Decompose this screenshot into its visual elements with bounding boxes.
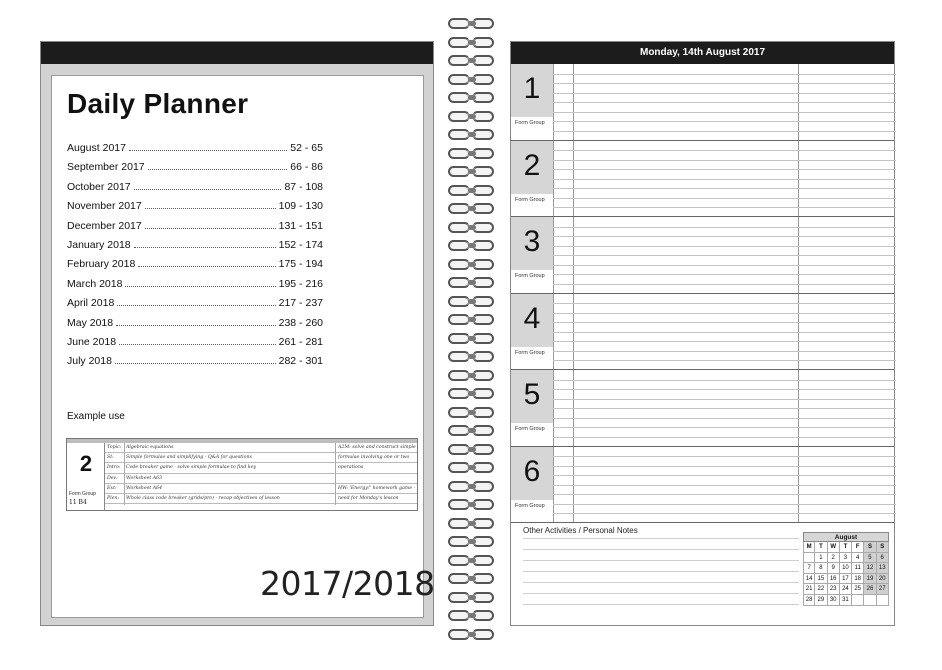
left-page-content bbox=[51, 75, 435, 618]
calendar-day: 9 bbox=[828, 563, 840, 574]
spiral-ring bbox=[446, 444, 498, 456]
period-writing-line bbox=[553, 255, 896, 256]
calendar-weekday: F bbox=[852, 542, 864, 553]
spiral-ring bbox=[446, 240, 498, 252]
planner-title: Daily Planner bbox=[67, 88, 249, 119]
toc-month: August 2017 bbox=[67, 142, 126, 154]
spiral-ring bbox=[446, 370, 498, 382]
toc-row bbox=[67, 220, 323, 239]
academic-year: 2017/2018 bbox=[260, 564, 435, 603]
period-number-box bbox=[511, 370, 553, 423]
toc-pages: 195 - 216 bbox=[278, 277, 323, 290]
toc-month: January 2018 bbox=[67, 238, 131, 251]
spiral-binding bbox=[446, 18, 498, 648]
left-header-bar bbox=[41, 42, 433, 64]
period-block bbox=[511, 217, 894, 294]
toc-pages: 109 - 130 bbox=[278, 200, 323, 213]
calendar-week-row bbox=[803, 574, 889, 585]
toc-leader-dots bbox=[129, 150, 287, 151]
calendar-day: 10 bbox=[840, 563, 852, 574]
calendar-day: 24 bbox=[840, 584, 852, 595]
calendar-day: 5 bbox=[864, 553, 876, 564]
calendar-day: 20 bbox=[877, 574, 889, 585]
period-writing-line bbox=[553, 179, 896, 180]
period-writing-line bbox=[553, 150, 896, 151]
spiral-ring bbox=[446, 259, 498, 271]
calendar-day: 27 bbox=[877, 584, 889, 595]
calendar-weekday: S bbox=[864, 542, 876, 553]
period-number: 6 bbox=[523, 454, 541, 488]
toc-pages: 282 - 301 bbox=[278, 355, 323, 368]
calendar-day: 3 bbox=[840, 553, 852, 564]
calendar-day: 12 bbox=[864, 563, 876, 574]
example-line-label: Topic: bbox=[107, 445, 122, 450]
toc-month: October 2017 bbox=[67, 180, 131, 193]
period-block bbox=[511, 64, 894, 141]
example-period-number: 2 bbox=[79, 451, 93, 476]
calendar-day: 23 bbox=[828, 584, 840, 595]
spiral-ring bbox=[446, 536, 498, 548]
period-writing-line bbox=[553, 83, 896, 84]
table-of-contents bbox=[67, 142, 323, 375]
toc-pages: 152 - 174 bbox=[278, 238, 323, 251]
toc-pages: 66 - 86 bbox=[290, 161, 323, 174]
period-writing-line bbox=[553, 380, 896, 381]
example-line-text: Worksheet A63 bbox=[126, 475, 163, 481]
example-line bbox=[105, 494, 417, 504]
example-line-side-note: A2M: solve and construct simple bbox=[338, 445, 416, 450]
period-writing-line bbox=[553, 227, 896, 228]
example-line-label: Dev: bbox=[107, 475, 118, 481]
calendar-grid bbox=[803, 542, 889, 606]
spiral-ring bbox=[446, 388, 498, 400]
calendar-day: 14 bbox=[803, 574, 815, 585]
toc-leader-dots bbox=[119, 344, 276, 345]
calendar-day bbox=[877, 595, 889, 606]
calendar-day: 2 bbox=[828, 553, 840, 564]
spiral-ring bbox=[446, 185, 498, 197]
period-writing-line bbox=[553, 399, 896, 400]
toc-row bbox=[67, 317, 323, 336]
spiral-ring bbox=[446, 610, 498, 622]
toc-row bbox=[67, 336, 323, 355]
period-writing-line bbox=[553, 456, 896, 457]
period-writing-line bbox=[553, 485, 896, 486]
calendar-month: August bbox=[803, 532, 889, 542]
example-line-label: Ext: bbox=[107, 485, 117, 491]
period-writing-line bbox=[553, 466, 896, 467]
toc-month: March 2018 bbox=[67, 277, 123, 290]
spiral-ring bbox=[446, 425, 498, 437]
example-line-text: Algebraic equations bbox=[126, 445, 174, 450]
calendar-day bbox=[852, 595, 864, 606]
period-writing-line bbox=[553, 121, 896, 122]
period-writing-line bbox=[553, 513, 896, 514]
example-lines bbox=[105, 443, 417, 504]
toc-leader-dots bbox=[134, 189, 282, 190]
example-divider bbox=[335, 443, 336, 505]
spiral-ring bbox=[446, 92, 498, 104]
period-number: 3 bbox=[523, 225, 541, 258]
mini-calendar bbox=[803, 532, 889, 606]
note-line bbox=[523, 593, 799, 594]
period-number-box bbox=[511, 64, 553, 117]
note-line bbox=[523, 538, 799, 539]
period-number-box bbox=[511, 294, 553, 347]
form-group-label: Form Group bbox=[515, 196, 545, 203]
toc-pages: 217 - 237 bbox=[278, 297, 323, 310]
calendar-day: 8 bbox=[815, 563, 827, 574]
period-number: 1 bbox=[523, 72, 541, 105]
example-line-label: Intro: bbox=[107, 465, 121, 471]
example-line bbox=[105, 463, 417, 473]
period-writing-line bbox=[553, 504, 896, 505]
example-number-column bbox=[67, 443, 105, 510]
right-page bbox=[510, 41, 895, 626]
toc-row bbox=[67, 161, 323, 180]
period-block bbox=[511, 370, 894, 447]
period-writing-line bbox=[553, 351, 896, 352]
spiral-ring bbox=[446, 296, 498, 308]
period-number: 2 bbox=[523, 148, 541, 182]
toc-row bbox=[67, 278, 323, 297]
toc-leader-dots bbox=[148, 169, 288, 170]
toc-leader-dots bbox=[116, 325, 276, 326]
note-line bbox=[523, 604, 799, 605]
calendar-day: 19 bbox=[864, 574, 876, 585]
period-writing-line bbox=[553, 303, 896, 304]
toc-row bbox=[67, 239, 323, 258]
spiral-ring bbox=[446, 518, 498, 530]
period-writing-line bbox=[553, 198, 896, 199]
toc-leader-dots bbox=[134, 247, 276, 248]
calendar-day: 7 bbox=[803, 563, 815, 574]
spiral-ring bbox=[446, 314, 498, 326]
period-writing-line bbox=[553, 313, 896, 314]
period-writing-line bbox=[553, 236, 896, 237]
spiral-ring bbox=[446, 166, 498, 178]
calendar-week-row bbox=[803, 563, 889, 574]
toc-pages: 52 - 65 bbox=[290, 142, 323, 154]
spiral-ring bbox=[446, 55, 498, 67]
example-line-text: Whole class code breaker (grids/pro) - recap objectives of lesson bbox=[126, 495, 280, 501]
calendar-week-row bbox=[803, 584, 889, 595]
spiral-ring bbox=[446, 222, 498, 234]
spiral-ring bbox=[446, 148, 498, 160]
calendar-day: 25 bbox=[852, 584, 864, 595]
period-writing-line bbox=[553, 102, 896, 103]
spiral-ring bbox=[446, 407, 498, 419]
example-divider bbox=[124, 443, 125, 505]
calendar-day: 16 bbox=[828, 574, 840, 585]
period-block bbox=[511, 141, 894, 218]
period-writing-line bbox=[553, 93, 896, 94]
spiral-ring bbox=[446, 277, 498, 289]
toc-month: June 2018 bbox=[67, 335, 117, 348]
spiral-ring bbox=[446, 462, 498, 474]
calendar-day: 1 bbox=[815, 553, 827, 564]
form-group-label: Form Group bbox=[515, 120, 545, 126]
calendar-day: 15 bbox=[815, 574, 827, 585]
calendar-weekday: T bbox=[840, 542, 852, 553]
calendar-weekday: T bbox=[815, 542, 827, 553]
calendar-day: 28 bbox=[803, 595, 815, 606]
calendar-day: 18 bbox=[852, 574, 864, 585]
calendar-day bbox=[803, 553, 815, 564]
calendar-day: 13 bbox=[877, 563, 889, 574]
toc-month: December 2017 bbox=[67, 219, 142, 232]
toc-month: April 2018 bbox=[67, 297, 115, 310]
toc-leader-dots bbox=[145, 228, 276, 229]
spiral-ring bbox=[446, 573, 498, 585]
spiral-ring bbox=[446, 629, 498, 641]
calendar-day: 17 bbox=[840, 574, 852, 585]
toc-row bbox=[67, 297, 323, 316]
toc-month: July 2018 bbox=[67, 355, 112, 368]
example-line bbox=[105, 474, 417, 484]
period-writing-line bbox=[553, 360, 896, 361]
toc-pages: 131 - 151 bbox=[278, 219, 323, 232]
example-form-group-label: Form Group bbox=[69, 491, 96, 497]
toc-leader-dots bbox=[117, 305, 275, 306]
note-line bbox=[523, 571, 799, 572]
notes-title: Other Activities / Personal Notes bbox=[523, 526, 638, 535]
toc-leader-dots bbox=[138, 266, 275, 267]
note-line bbox=[523, 549, 799, 550]
spiral-ring bbox=[446, 499, 498, 511]
period-writing-line bbox=[553, 475, 896, 476]
example-line-text: Simple formulae and simplifying - Q&A for questions bbox=[126, 455, 252, 461]
period-writing-line bbox=[553, 169, 896, 170]
period-writing-line bbox=[553, 284, 896, 285]
toc-month: November 2017 bbox=[67, 200, 142, 213]
period-writing-line bbox=[553, 437, 896, 438]
example-use-label: Example use bbox=[67, 411, 125, 422]
spiral-ring bbox=[446, 37, 498, 49]
period-number-box bbox=[511, 141, 553, 194]
period-writing-line bbox=[553, 265, 896, 266]
period-number-box bbox=[511, 217, 553, 270]
toc-leader-dots bbox=[125, 286, 275, 287]
toc-month: February 2018 bbox=[67, 258, 136, 271]
example-form-group-value: 11 B4 bbox=[69, 499, 87, 506]
form-group-label: Form Group bbox=[515, 349, 545, 356]
calendar-week-row bbox=[803, 553, 889, 564]
period-block bbox=[511, 447, 894, 524]
example-line bbox=[105, 443, 417, 453]
period-writing-line bbox=[553, 418, 896, 419]
toc-month: May 2018 bbox=[67, 316, 114, 329]
left-page bbox=[40, 41, 434, 626]
form-group-label: Form Group bbox=[515, 273, 545, 279]
period-writing-line bbox=[553, 332, 896, 333]
calendar-day: 4 bbox=[852, 553, 864, 564]
period-writing-line bbox=[553, 274, 896, 275]
spiral-ring bbox=[446, 18, 498, 30]
calendar-day: 30 bbox=[828, 595, 840, 606]
example-period-block bbox=[66, 438, 418, 511]
spiral-ring bbox=[446, 203, 498, 215]
period-number-box bbox=[511, 447, 553, 500]
calendar-day bbox=[864, 595, 876, 606]
period-writing-line bbox=[553, 188, 896, 189]
example-line-text: Code breaker game - solve simple formulae to find key bbox=[126, 465, 257, 471]
period-writing-line bbox=[553, 341, 896, 342]
toc-pages: 175 - 194 bbox=[278, 258, 323, 271]
period-writing-line bbox=[553, 494, 896, 495]
toc-row bbox=[67, 200, 323, 219]
calendar-weekday-row bbox=[803, 542, 889, 553]
spiral-ring bbox=[446, 351, 498, 363]
calendar-weekday: S bbox=[877, 542, 889, 553]
period-writing-line bbox=[553, 112, 896, 113]
calendar-day: 31 bbox=[840, 595, 852, 606]
toc-row bbox=[67, 142, 323, 161]
period-writing-line bbox=[553, 131, 896, 132]
spiral-ring bbox=[446, 481, 498, 493]
toc-row bbox=[67, 181, 323, 200]
toc-leader-dots bbox=[115, 363, 276, 364]
period-number: 5 bbox=[523, 378, 541, 411]
toc-pages: 238 - 260 bbox=[278, 316, 323, 329]
spiral-ring bbox=[446, 333, 498, 345]
example-line-side-note: formulae involving one or two bbox=[338, 455, 410, 461]
calendar-day: 26 bbox=[864, 584, 876, 595]
period-writing-line bbox=[553, 207, 896, 208]
form-group-label: Form Group bbox=[515, 426, 545, 432]
period-writing-line bbox=[553, 322, 896, 323]
calendar-day: 22 bbox=[815, 584, 827, 595]
period-writing-line bbox=[553, 74, 896, 75]
calendar-day: 6 bbox=[877, 553, 889, 564]
spiral-ring bbox=[446, 555, 498, 567]
example-line-label: Plen: bbox=[107, 495, 120, 501]
example-line-side-note: operations bbox=[338, 465, 364, 471]
toc-leader-dots bbox=[145, 208, 276, 209]
example-line-label: St: bbox=[107, 455, 114, 461]
calendar-weekday: M bbox=[803, 542, 815, 553]
period-writing-line bbox=[553, 389, 896, 390]
calendar-day: 21 bbox=[803, 584, 815, 595]
toc-pages: 261 - 281 bbox=[278, 335, 323, 348]
note-line bbox=[523, 582, 799, 583]
spiral-ring bbox=[446, 129, 498, 141]
period-writing-line bbox=[553, 408, 896, 409]
calendar-weekday: W bbox=[828, 542, 840, 553]
toc-row bbox=[67, 355, 323, 374]
period-writing-line bbox=[553, 160, 896, 161]
spiral-ring bbox=[446, 111, 498, 123]
calendar-day: 11 bbox=[852, 563, 864, 574]
example-line bbox=[105, 484, 417, 494]
calendar-day: 29 bbox=[815, 595, 827, 606]
spiral-ring bbox=[446, 74, 498, 86]
period-block bbox=[511, 294, 894, 371]
toc-row bbox=[67, 258, 323, 277]
form-group-label: Form Group bbox=[515, 502, 545, 509]
example-line-side-note: HW: 'Energy!' homework game - bbox=[338, 485, 416, 491]
period-writing-line bbox=[553, 427, 896, 428]
toc-pages: 87 - 108 bbox=[284, 180, 323, 193]
example-line bbox=[105, 453, 417, 463]
period-writing-line bbox=[553, 246, 896, 247]
example-line-text: Worksheet A64 bbox=[126, 485, 163, 491]
toc-month: September 2017 bbox=[67, 161, 145, 174]
spiral-ring bbox=[446, 592, 498, 604]
example-line-side-note: need for Monday's lesson bbox=[338, 495, 399, 501]
calendar-week-row bbox=[803, 595, 889, 606]
day-date-header: Monday, 14th August 2017 bbox=[511, 42, 894, 64]
period-number: 4 bbox=[523, 301, 541, 335]
note-line bbox=[523, 560, 799, 561]
